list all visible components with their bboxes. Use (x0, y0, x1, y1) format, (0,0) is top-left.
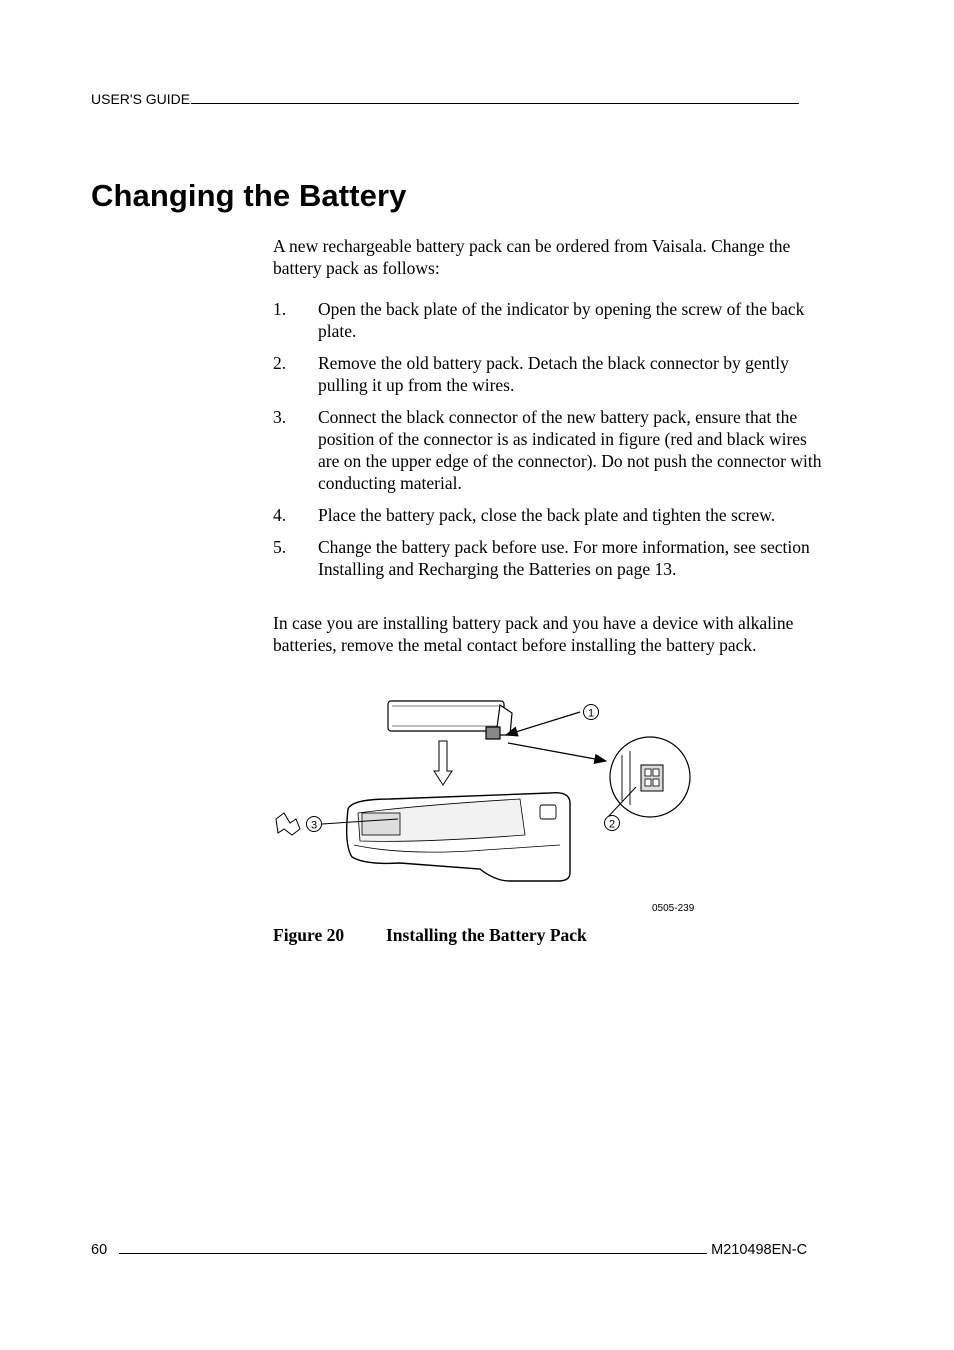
steps-list (273, 298, 825, 590)
header-rule (191, 91, 799, 104)
svg-text:1: 1 (587, 707, 595, 720)
figure-caption-title: Installing the Battery Pack (386, 925, 587, 945)
step-item (273, 536, 825, 580)
battery-pack-drawing (388, 701, 512, 739)
step-item (273, 298, 825, 342)
step-number: 1. (273, 299, 287, 319)
figure-code: 0505-239 (652, 903, 695, 914)
running-footer (91, 1241, 807, 1258)
callout-1 (584, 705, 599, 720)
running-header (91, 91, 799, 107)
step-item (273, 504, 825, 526)
step-text: Remove the old battery pack. Detach the black connector by gently pulling it up from the wires. (318, 353, 789, 395)
indicator-device-drawing (347, 793, 570, 881)
doc-code: M210498EN-C (711, 1242, 808, 1258)
running-header-title: USER'S GUIDE (91, 91, 191, 107)
page-number: 60 (91, 1242, 108, 1258)
step-text: Open the back plate of the indicator by opening the screw of the back plate. (318, 299, 805, 341)
svg-text:2: 2 (608, 818, 616, 831)
callout-2 (605, 816, 620, 831)
connector-detail-drawing (610, 737, 690, 817)
down-arrow-icon (434, 741, 452, 785)
step-item (273, 352, 825, 396)
metal-contact-drawing (276, 813, 300, 835)
footer-rule (119, 1241, 707, 1254)
step-number: 2. (273, 353, 287, 373)
intro-paragraph: A new rechargeable battery pack can be ordered from Vaisala. Change the battery pack as follows: (273, 236, 791, 278)
step-text: Place the battery pack, close the back plate and tighten the screw. (318, 505, 776, 525)
step-item (273, 406, 825, 494)
svg-text:3: 3 (310, 819, 318, 832)
figure-caption-label: Figure 20 (273, 925, 345, 945)
callout-3 (307, 817, 322, 832)
battery-installation-figure (270, 695, 700, 915)
step-number: 5. (273, 537, 287, 557)
page-title: Changing the Battery (91, 178, 407, 213)
step-text: Connect the black connector of the new battery pack, ensure that the position of the connector is as indicated in figure (red and black wires are on the upper edge of the connector). Do not push the connector with conducting material. (318, 407, 822, 493)
step-text: Change the battery pack before use. For more information, see section Installing and Recharging the Batteries on page 13. (318, 537, 810, 579)
step-number: 3. (273, 407, 287, 427)
note-paragraph: In case you are installing battery pack and you have a device with alkaline batteries, remove the metal contact before installing the battery pack. (273, 613, 794, 655)
step-number: 4. (273, 505, 287, 525)
figure-caption (273, 925, 587, 946)
